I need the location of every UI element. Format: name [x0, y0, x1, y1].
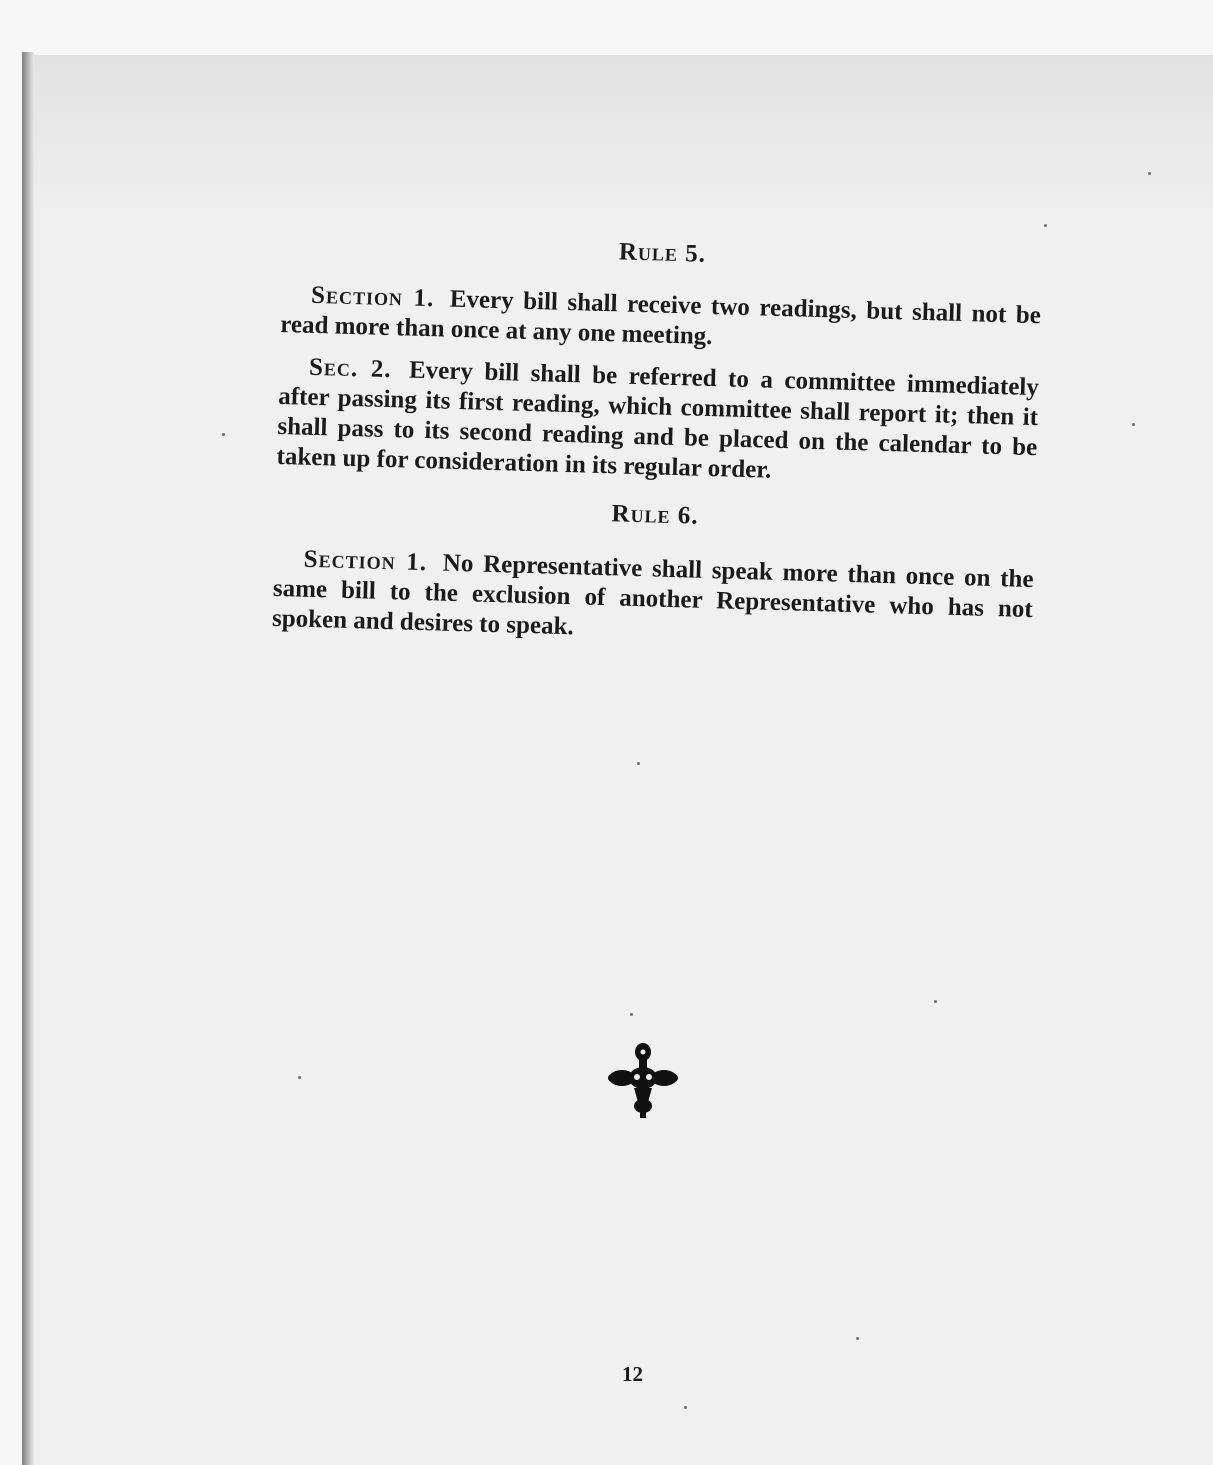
section-label: Sec. 2. [308, 353, 392, 384]
rule-6-section-1 [272, 544, 1034, 655]
page-shadow [34, 55, 1213, 225]
section-text: Every bill shall receive two readings, but shall not be read more than once at any one meeting. [279, 285, 1042, 351]
print-speck [1148, 172, 1151, 175]
print-speck [934, 1000, 937, 1003]
print-speck [684, 1406, 687, 1409]
section-label: Section 1. [303, 545, 428, 577]
print-speck [222, 433, 225, 436]
section-label: Section 1. [310, 281, 435, 313]
print-speck [1044, 224, 1047, 227]
rule-5-section-1 [280, 280, 1041, 361]
print-speck [298, 1076, 301, 1079]
print-speck [637, 762, 640, 765]
rule-5-heading: Rule 5. [618, 238, 707, 268]
fleuron-ornament-icon [608, 1040, 678, 1118]
page-number: 12 [622, 1362, 643, 1386]
rule-6-heading: Rule 6. [611, 500, 700, 530]
section-text: Every bill shall be referred to a committee immediately after passing its first reading, which committee shall report it; then it shall pass to its second reading and be placed on the calendar to be taken up for consideration in its regular order. [276, 356, 1040, 484]
print-speck [630, 1013, 633, 1016]
print-speck [1132, 423, 1135, 426]
rule-5-section-2 [276, 352, 1039, 493]
page-spine-edge [22, 52, 34, 1465]
print-speck [856, 1337, 859, 1340]
rules-text-block [271, 228, 1042, 667]
section-text: No Representative shall speak more than once on the same bill to the exclusion of another Representative who has not spoken and desires to speak. [271, 549, 1034, 641]
